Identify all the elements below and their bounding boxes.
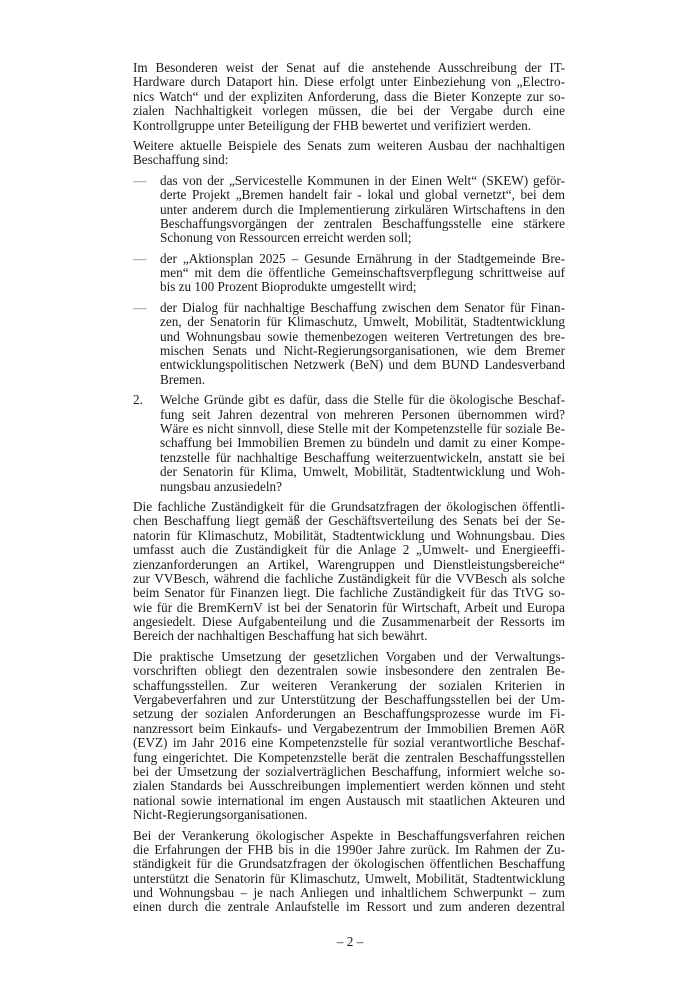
paragraph [133,61,565,133]
list-number: 2. [133,392,143,408]
text-line: Bremen. [160,371,206,387]
text-line: Die fachliche Zuständigkeit für die Grundsatzfragen der ökologischen öffentli- [133,498,565,514]
text-line: nanzressort beim Einkaufs- und Vergabezentrum der Immobilien Bremen AöR [133,720,565,736]
text-line: national sowie international im engen Austausch mit staatlichen Akteuren und [133,792,565,808]
text-line: beim Senator für Finanzen liegt. Die fachliche Zuständigkeit für das TtVG so- [133,585,565,601]
text-line: nics Watch“ und der expliziten Anforderung, dass die Bieter Konzepte zur so- [133,88,565,104]
text-line: schaffung bei Immobilien Bremen zu bündeln und damit zu einer Kompe- [160,435,565,451]
text-line: ständigkeit für die Grundsatzfragen der ökologischen öffentlichen Beschaffung [133,856,565,872]
text-line: unterstützt die Senatorin für Klimaschutz, Umwelt, Mobilität, Stadtentwicklung [133,870,565,886]
paragraph [133,650,565,823]
text-line: (EVZ) im Jahr 2016 eine Kompetenzstelle für sozial verantwortliche Beschaf- [133,735,565,751]
bullet-item [133,172,565,246]
text-line: men“ mit dem die öffentliche Gemeinschaftsverpflegung schrittweise auf [160,265,565,281]
text-line: unter anderem durch die Implementierung zirkulären Wirtschaftens in den [160,201,565,217]
text-line: zialen Standards bei Ausschreibungen implementiert werden können und steht [133,778,565,794]
text-line: der „Aktionsplan 2025 – Gesunde Ernährung in der Stadtgemeinde Bre- [160,250,565,266]
text-line: Hardware durch Dataport hin. Diese erfolgt unter Einbeziehung von „Electro- [133,74,565,90]
text-line: Welche Gründe gibt es dafür, dass die Stelle für die ökologische Beschaf- [160,392,565,408]
paragraph [133,829,565,915]
text-line: zen, der Senatorin für Klimaschutz, Umwelt, Mobilität, Stadtentwicklung [160,314,565,330]
text-line: und Wohnungsbau – je nach Anliegen und inhaltlichem Schwerpunkt – zum [133,885,565,901]
text-line: einen durch die zentrale Anlaufstelle im Ressort und zum anderen dezentral [133,899,565,915]
text-line: zienzanforderungen an Artikel, Warengruppen und Dienstleistungsbereiche“ [133,556,565,572]
text-line: die Erfahrungen der FHB bis in die 1990er Jahre zurück. Im Rahmen der Zu- [133,841,565,857]
text-line: bis zu 100 Prozent Bioprodukte umgestellt wird; [160,279,417,295]
document-page [133,61,565,921]
text-line: das von der „Servicestelle Kommunen in der Einen Welt“ (SKEW) geför- [160,172,565,188]
paragraph [133,500,565,644]
text-line: der Senatorin für Klima, Umwelt, Mobilität, Stadtentwicklung und Woh- [160,464,565,480]
text-line: nungsbau anzusiedeln? [160,478,282,494]
text-line: tenzstelle für nachhaltige Beschaffung weiterzuentwickeln, anstatt sie bei [160,449,565,465]
text-line: entwicklungspolitischen Netzwerk (BeN) und dem BUND Landesverband [160,357,565,373]
paragraph [133,139,565,168]
text-line: vorschriften obliegt den dezentralen sowie insbesondere den zentralen Be- [133,663,565,679]
text-line: und Wohnungsbau sowie themenbezogen weiteren Vertretungen des bre- [160,328,565,344]
text-line: bei der Umsetzung der sozialverträglichen Beschaffung, informiert welche so- [133,763,565,779]
text-line: Bereich der nachhaltigen Beschaffung hat sich bewährt. [133,628,428,644]
text-line: chen Beschaffung liegt gemäß der Geschäftsverteilung des Senats bei der Se- [133,513,565,529]
text-line: zur VVBesch, während die fachliche Zuständigkeit für die VVBesch als solche [133,570,565,586]
text-line: Kontrollgruppe unter Beteiligung der FHB bewertet und verifiziert werden. [133,117,532,133]
bullet-dash: — [133,172,147,188]
text-line: Beschaffung sind: [133,152,229,168]
text-line: derte Projekt „Bremen handelt fair - lokal und global vernetzt“, bei dem [160,187,565,203]
bullet-dash: — [133,250,147,266]
text-line: zialen Nachhaltigkeit vorlegen müssen, die bei der Vergabe durch eine [133,103,565,119]
text-line: fung seit Jahren dezentral von mehreren Personen übernommen wird? [160,406,565,422]
bullet-item [133,250,565,295]
text-line: Wäre es nicht sinnvoll, diese Stelle mit der Kompetenzstelle für soziale Be- [160,420,565,436]
text-line: Vergabeverfahren und zur Unterstützung der Beschaffungsstellen bei der Um- [133,692,565,708]
text-line: Nicht-Regierungsorganisationen. [133,807,308,823]
text-line: Beschaffungsvorgängen der zentralen Beschaffungsstelle eine stärkere [160,215,565,231]
text-line: Im Besonderen weist der Senat auf die anstehende Ausschreibung der IT- [133,60,565,75]
text-line: wie für die BremKernV ist bei der Senatorin für Wirtschaft, Arbeit und Europa [133,599,565,615]
bullet-item [133,299,565,387]
text-line: Bei der Verankerung ökologischer Aspekte in Beschaffungsverfahren reichen [133,827,565,843]
text-line: Schonung von Ressourcen erreicht werden soll; [160,230,412,246]
bullet-dash: — [133,299,147,315]
numbered-question [133,392,565,494]
text-line: mischen Senats und Nicht-Regierungsorganisationen, wie dem Bremer [160,343,565,359]
text-line: der Dialog für nachhaltige Beschaffung zwischen dem Senator für Finan- [160,299,565,315]
page-number: – 2 – [336,934,364,949]
text-line: umfasst auch die Zuständigkeit für die Anlage 2 „Umwelt- und Energieeffi- [133,542,565,558]
text-line: schaffungsstellen. Zur weiteren Verankerung der sozialen Kriterien in [133,677,565,693]
text-line: Weitere aktuelle Beispiele des Senats zum weiteren Ausbau der nachhaltigen [133,137,565,153]
text-line: Die praktische Umsetzung der gesetzlichen Vorgaben und der Verwaltungs- [133,648,565,664]
text-line: natorin für Klimaschutz, Mobilität, Stadtentwicklung und Wohnungsbau. Dies [133,527,565,543]
text-line: setzung der sozialen Anforderungen an Beschaffungsprozesse wurde im Fi- [133,706,565,722]
text-line: fung eingerichtet. Die Kompetenzstelle berät die zentralen Beschaffungsstellen [133,749,565,765]
text-line: angesiedelt. Diese Aufgabenteilung und die Zusammenarbeit der Ressorts im [133,614,565,630]
